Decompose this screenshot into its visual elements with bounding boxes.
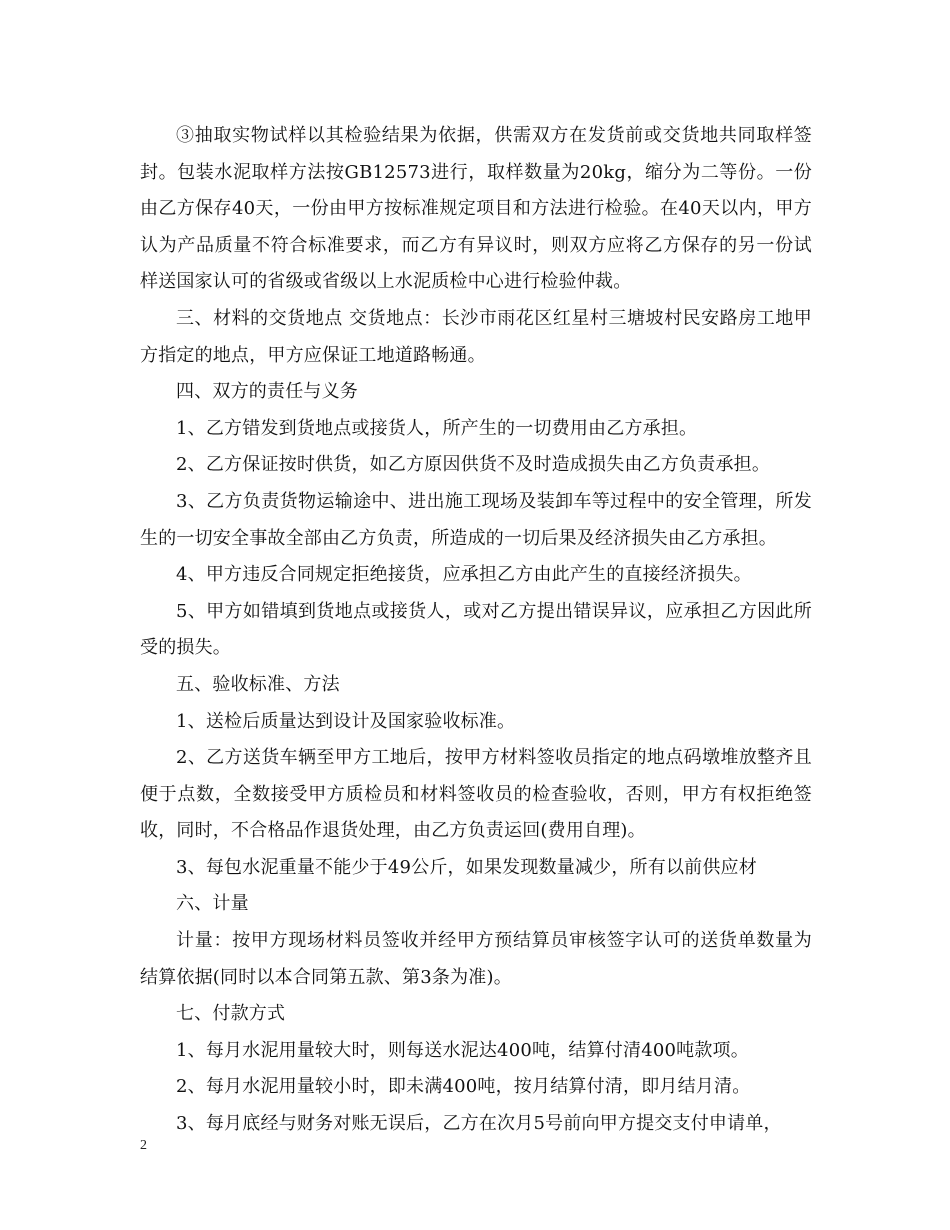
paragraph-resp-4: 4、甲方违反合同规定拒绝接货，应承担乙方由此产生的直接经济损失。 [176, 564, 752, 586]
paragraph-accept-1: 1、送检后质量达到设计及国家验收标准。 [176, 710, 516, 732]
paragraph-payment-3: 3、每月底经与财务对账无误后，乙方在次月5号前向甲方提交支付申请单， [176, 1113, 782, 1135]
paragraph-measurement: 计量：按甲方现场材料员签收并经甲方预结算员审核签字认可的送货单数量为结算依据(同时以本合同第五款、第3条为准)。 [140, 930, 812, 988]
paragraph-resp-2: 2、乙方保证按时供货，如乙方原因供货不及时造成损失由乙方负责承担。 [176, 454, 771, 476]
paragraph-resp-5: 5、甲方如错填到货地点或接货人，或对乙方提出错误异议，应承担乙方因此所受的损失。 [140, 600, 812, 659]
document-body [140, 118, 812, 1143]
heading-payment: 七、付款方式 [176, 1003, 286, 1025]
paragraph-payment-1: 1、每月水泥用量较大时，则每送水泥达400吨，结算付清400吨款项。 [176, 1039, 749, 1061]
paragraph-resp-1: 1、乙方错发到货地点或接货人，所产生的一切费用由乙方承担。 [176, 417, 698, 439]
paragraph-accept-2: 2、乙方送货车辆至甲方工地后，按甲方材料签收员指定的地点码墩堆放整齐且便于点数，全数接受甲方质检员和材料签收员的检查验收，否则，甲方有权拒绝签收，同时，不合格品作退货处理，由乙方负责运回(费用自理)。 [140, 747, 812, 842]
paragraph-sampling: ③抽取实物试样以其检验结果为依据，供需双方在发货前或交货地共同取样签封。包装水泥取样方法按GB12573进行，取样数量为20kg，缩分为二等份。一份由乙方保存40天，一份由甲方按标准规定项目和方法进行检验。在40天以内，甲方认为产品质量不符合标准要求，而乙方有异议时，则双方应将乙方保存的另一份试样送国家认可的省级或省级以上水泥质检中心进行检验仲裁。 [140, 125, 812, 293]
paragraph-resp-3: 3、乙方负责货物运输途中、进出施工现场及装卸车等过程中的安全管理，所发生的一切安全事故全部由乙方负责，所造成的一切后果及经济损失由乙方承担。 [140, 490, 812, 549]
heading-responsibilities: 四、双方的责任与义务 [176, 381, 358, 403]
paragraph-payment-2: 2、每月水泥用量较小时，即未满400吨，按月结算付清，即月结月清。 [176, 1076, 751, 1098]
paragraph-accept-3: 3、每包水泥重量不能少于49公斤，如果发现数量减少，所有以前供应材 [176, 856, 757, 878]
heading-measurement: 六、计量 [176, 893, 249, 915]
heading-acceptance: 五、验收标准、方法 [176, 673, 340, 695]
paragraph-delivery-location: 三、材料的交货地点 交货地点：长沙市雨花区红星村三塘坡村民安路房工地甲方指定的地点，甲方应保证工地道路畅通。 [140, 307, 812, 366]
page-number: 2 [140, 1138, 147, 1153]
